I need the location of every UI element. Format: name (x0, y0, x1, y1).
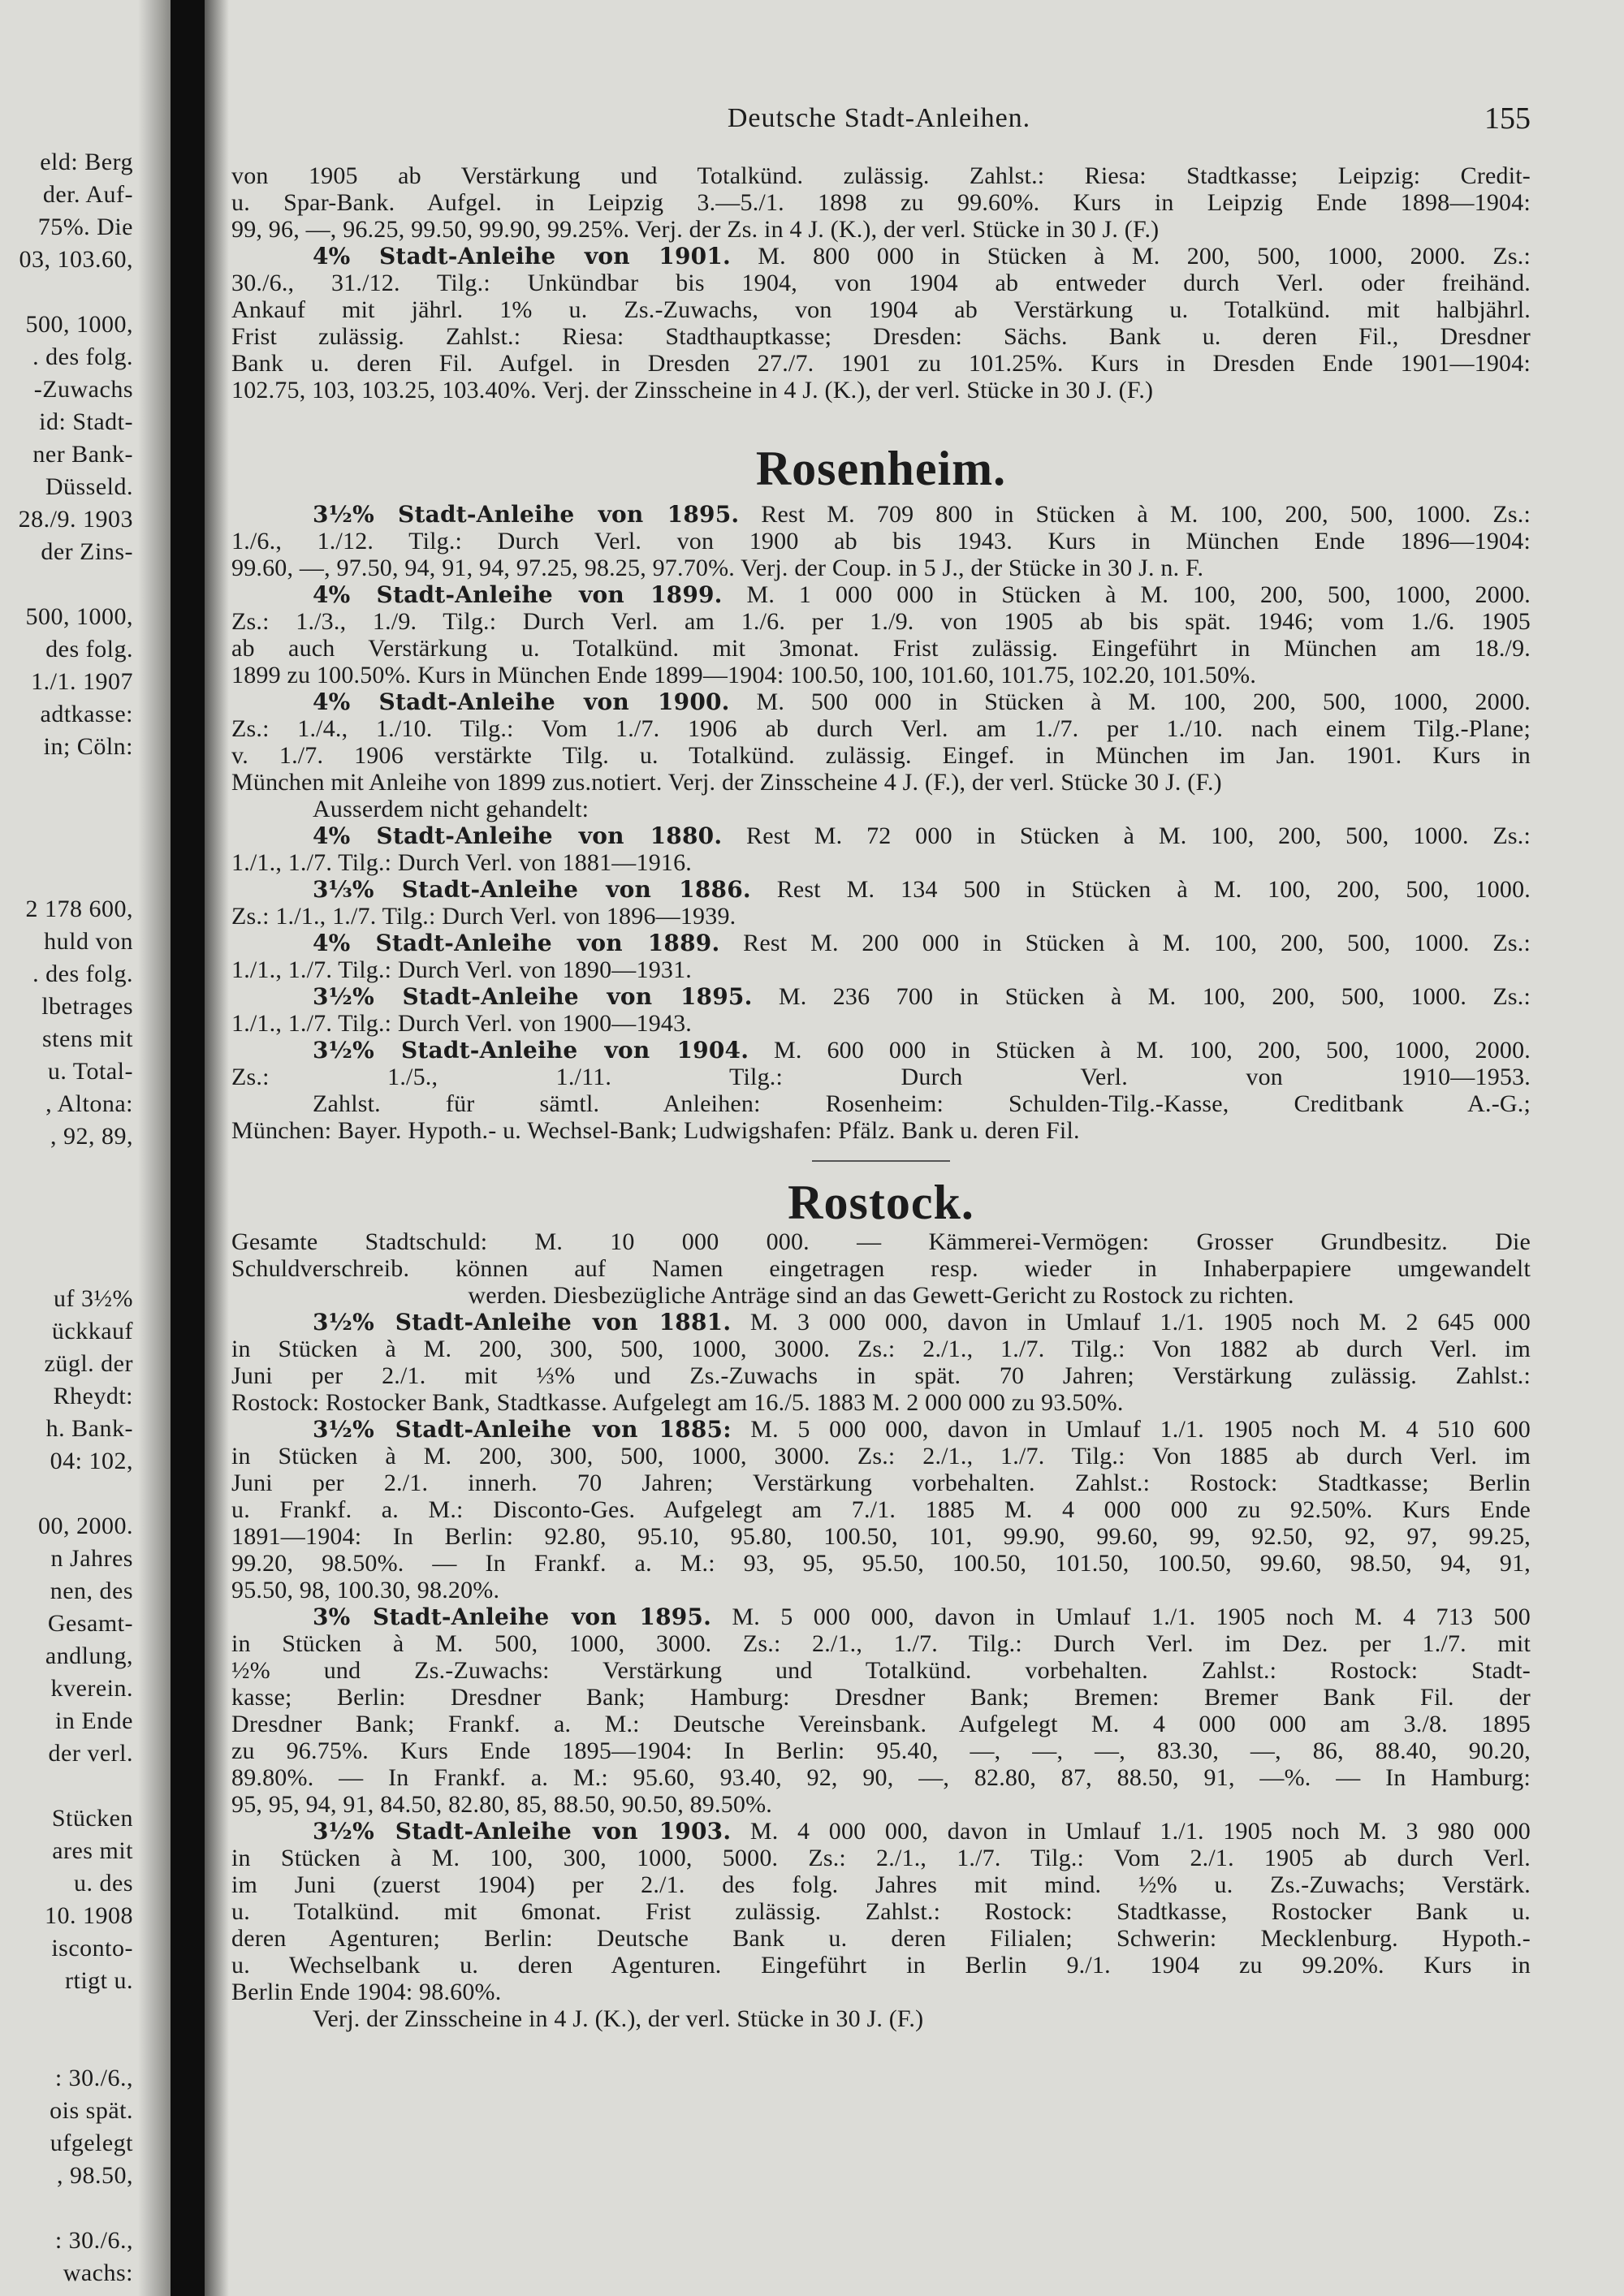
text-line: Schuldverschreib. können auf Namen eingetragen resp. wieder in Inhaberpapiere umgewandelt (231, 1255, 1531, 1282)
left-fragment-line: huld von (44, 928, 133, 955)
left-fragment-line: , 98.50, (57, 2162, 133, 2189)
left-fragment-line (0, 568, 138, 601)
left-fragment-line (0, 763, 138, 796)
text-line: in Stücken à M. 200, 300, 500, 1000, 3000. Zs.: 2./1., 1./7. Tilg.: Von 1885 ab durch Verl. im (231, 1443, 1531, 1470)
text-line: Zs.: 1./5., 1./11. Tilg.: Durch Verl. von 1910—1953. (231, 1064, 1531, 1090)
left-fragment-line: , Altona: (45, 1090, 133, 1117)
left-fragment-line: 75%. Die (37, 214, 133, 240)
left-fragment-line: , 92, 89, (50, 1123, 133, 1150)
left-fragment-line: u. des (74, 1870, 133, 1897)
text-line: v. 1./7. 1906 verstärkte Tilg. u. Totalkünd. zulässig. Eingef. in München im Jan. 1901. Kurs in (231, 742, 1531, 769)
left-fragment-line: wachs: (63, 2259, 133, 2286)
left-fragment-line (0, 1218, 138, 1250)
text-line: u. Spar-Bank. Aufgel. in Leipzig 3.—5./1. 1898 zu 99.60%. Kurs in Leipzig Ende 1898—1904: (231, 189, 1531, 216)
text-line: Gesamte Stadtschuld: M. 10 000 000. — Kämmerei-Vermögen: Grosser Grundbesitz. Die (231, 1228, 1531, 1255)
left-fragment-line: des folg. (45, 636, 133, 662)
bond-issue-heading: 3½% Stadt-Anleihe von 1904. (313, 1037, 749, 1064)
text-line: Zs.: 1./1., 1./7. Tilg.: Durch Verl. von 1896—1939. (231, 903, 736, 930)
text-line: Berlin Ende 1904: 98.60%. (231, 1979, 502, 2005)
left-fragment-line: 28./9. 1903 (18, 506, 133, 533)
left-fragment-line (0, 2030, 138, 2062)
text-line: kasse; Berlin: Dresdner Bank; Hamburg: Dresdner Bank; Bremen: Bremer Bank Fil. der (231, 1684, 1531, 1711)
page-number: 155 (1484, 101, 1531, 136)
left-fragment-line: h. Bank- (45, 1415, 133, 1442)
left-fragment-line: andlung, (45, 1642, 133, 1669)
text-line: 1./1., 1./7. Tilg.: Durch Verl. von 1900—1943. (231, 1010, 693, 1037)
text-line: 1./1., 1./7. Tilg.: Durch Verl. von 1890—1931. (231, 956, 693, 983)
text-line: 3½% Stadt-Anleihe von 1895. M. 236 700 in Stücken à M. 100, 200, 500, 1000. Zs.: (313, 983, 1531, 1010)
text-line: 102.75, 103, 103.25, 103.40%. Verj. der Zinsscheine in 4 J. (K.), der verl. Stücke in 30 J. (F.) (231, 377, 1154, 404)
left-fragment-line (0, 1250, 138, 1283)
left-fragment-line: 10. 1908 (45, 1902, 133, 1929)
text-line: 89.80%. — In Frankf. a. M.: 95.60, 93.40, 92, 90, —, 82.80, 87, 88.50, 91, —%. — In Hamburg: (231, 1764, 1531, 1791)
left-fragment-line: 500, 1000, (25, 311, 133, 338)
text-line: Zs.: 1./3., 1./9. Tilg.: Durch Verl. am 1./6. per 1./9. von 1905 ab bis spät. 1946; vom 1./6. 1905 (231, 608, 1531, 635)
left-fragment-line: 2 178 600, (25, 896, 133, 922)
gutter-shadow-right (205, 0, 229, 2296)
text-line: 95, 95, 94, 91, 84.50, 82.80, 85, 88.50, 90.50, 89.50%. (231, 1791, 772, 1818)
page-header (227, 96, 1531, 141)
bond-issue-heading: 4% Stadt-Anleihe von 1901. (313, 243, 731, 270)
text-line: 3⅓% Stadt-Anleihe von 1886. Rest M. 134 500 in Stücken à M. 100, 200, 500, 1000. (313, 876, 1531, 903)
text-line: 4% Stadt-Anleihe von 1889. Rest M. 200 000 in Stücken à M. 100, 200, 500, 1000. Zs.: (313, 930, 1531, 956)
bond-issue-heading: 3% Stadt-Anleihe von 1895. (313, 1603, 712, 1630)
left-fragment-line (0, 1770, 138, 1802)
left-fragment-line (0, 861, 138, 893)
left-fragment-line: ückkauf (51, 1318, 133, 1344)
running-head: Deutsche Stadt-Anleihen. (727, 103, 1031, 133)
left-fragment-line: in; Cöln: (43, 733, 133, 760)
left-fragment-line: . des folg. (32, 960, 133, 987)
left-fragment-line: ois spät. (50, 2097, 133, 2124)
text-line: 30./6., 31./12. Tilg.: Unkündbar bis 1904, von 1904 ab entweder durch Verl. oder freihänd. (231, 270, 1531, 296)
left-fragment-line: ner Bank- (32, 441, 133, 468)
text-line: 95.50, 98, 100.30, 98.20%. (231, 1577, 500, 1603)
left-fragment-line: in Ende (55, 1707, 133, 1734)
left-fragment-line: eld: Berg (40, 149, 133, 175)
text-line: Zahlst. für sämtl. Anleihen: Rosenheim: Schulden-Tilg.-Kasse, Creditbank A.-G.; (313, 1090, 1531, 1117)
bond-issue-heading: 4% Stadt-Anleihe von 1880. (313, 822, 723, 849)
text-line: 3½% Stadt-Anleihe von 1895. Rest M. 709 800 in Stücken à M. 100, 200, 500, 1000. Zs.: (313, 501, 1531, 528)
text-line: 3½% Stadt-Anleihe von 1881. M. 3 000 000, davon in Umlauf 1./1. 1905 noch M. 2 645 000 (313, 1309, 1531, 1336)
riesa-continuation (231, 162, 1531, 404)
left-fragment-line: der Zins- (41, 538, 133, 565)
text-line: Ausserdem nicht gehandelt: (313, 796, 590, 822)
book-gutter (171, 0, 205, 2296)
text-line: 1./6., 1./12. Tilg.: Durch Verl. von 1900 ab bis 1943. Kurs in München Ende 1896—1904: (231, 528, 1531, 555)
text-line: 1899 zu 100.50%. Kurs in München Ende 1899—1904: 100.50, 100, 101.60, 101.75, 102.20, 101.50%. (231, 662, 1257, 688)
section-title-rosenheim: Rosenheim. (755, 442, 1007, 495)
text-line: ½% und Zs.-Zuwachs: Verstärkung und Totalkünd. vorbehalten. Zahlst.: Rostock: Stadt- (231, 1657, 1531, 1684)
text-line: in Stücken à M. 100, 300, 1000, 5000. Zs.: 2./1., 1./7. Tilg.: Vom 2./1. 1905 ab durch Verl. (231, 1845, 1531, 1871)
bond-issue-heading: 4% Stadt-Anleihe von 1899. (313, 581, 723, 608)
text-line: 4% Stadt-Anleihe von 1901. M. 800 000 in Stücken à M. 200, 500, 1000, 2000. Zs.: (313, 243, 1531, 270)
bond-issue-heading: 3½% Stadt-Anleihe von 1885: (313, 1416, 732, 1443)
left-fragment-line: Rheydt: (53, 1383, 133, 1409)
text-line: Bank u. deren Fil. Aufgel. in Dresden 27./7. 1901 zu 101.25%. Kurs in Dresden Ende 1901—1904: (231, 350, 1531, 377)
left-fragment-line: der verl. (48, 1740, 133, 1767)
text-line: deren Agenturen; Berlin: Deutsche Bank u. deren Filialen; Schwerin: Mecklenburg. Hypoth.- (231, 1925, 1531, 1952)
text-line: im Juni (zuerst 1904) per 2./1. des folg. Jahres mit mind. ½% u. Zs.-Zuwachs; Verstärk. (231, 1871, 1531, 1898)
text-line: u. Wechselbank u. deren Agenturen. Eingeführt in Berlin 9./1. 1904 zu 99.20%. Kurs in (231, 1952, 1531, 1979)
bond-issue-heading: 3½% Stadt-Anleihe von 1903. (313, 1818, 732, 1845)
text-line: zu 96.75%. Kurs Ende 1895—1904: In Berlin: 95.40, —, —, —, 83.30, —, 86, 88.40, 90.20, (231, 1737, 1531, 1764)
left-fragment-line: id: Stadt- (39, 408, 133, 435)
left-fragment-line: uf 3½% (54, 1285, 133, 1312)
left-fragment-line: ares mit (52, 1837, 133, 1864)
bond-issue-heading: 3½% Stadt-Anleihe von 1895. (313, 501, 740, 528)
left-fragment-line: der. Auf- (42, 181, 133, 208)
text-line: in Stücken à M. 500, 1000, 3000. Zs.: 2./1., 1./7. Tilg.: Durch Verl. im Dez. per 1./7. mit (231, 1630, 1531, 1657)
left-fragment-line: : 30./6., (54, 2065, 133, 2091)
left-fragment-line: isconto- (51, 1935, 133, 1962)
left-fragment-line: : 30./6., (54, 2227, 133, 2254)
text-line: 99.20, 98.50%. — In Frankf. a. M.: 93, 95, 95.50, 100.50, 101.50, 100.50, 99.60, 98.50, 94, 91, (231, 1550, 1531, 1577)
left-fragment-line: zügl. der (44, 1350, 133, 1377)
text-line: 3½% Stadt-Anleihe von 1904. M. 600 000 in Stücken à M. 100, 200, 500, 1000, 2000. (313, 1037, 1531, 1064)
text-line: Ankauf mit jährl. 1% u. Zs.-Zuwachs, von 1904 ab Verstärkung u. Totalkünd. mit halbjährl. (231, 296, 1531, 323)
bond-issue-heading: 3½% Stadt-Anleihe von 1881. (313, 1309, 732, 1336)
left-fragment-line: Düsseld. (45, 473, 133, 500)
text-line: 99, 96, —, 96.25, 99.50, 99.90, 99.25%. Verj. der Zs. in 4 J. (K.), der verl. Stücke in 30 J. (F.) (231, 216, 1160, 243)
text-line: u. Totalkünd. mit 6monat. Frist zulässig. Zahlst.: Rostock: Stadtkasse, Rostocker Bank u. (231, 1898, 1531, 1925)
left-fragment-line: ufgelegt (50, 2130, 133, 2156)
left-fragment-line: . des folg. (32, 343, 133, 370)
left-fragment-line: 03, 103.60, (19, 246, 133, 273)
text-line: 99.60, —, 97.50, 94, 91, 94, 97.25, 98.25, 97.70%. Verj. der Coup. in 5 J., der Stücke in 30 J. n. F. (231, 555, 1204, 581)
text-line: Frist zulässig. Zahlst.: Riesa: Stadthauptkasse; Dresden: Sächs. Bank u. deren Fil., Dresdner (231, 323, 1531, 350)
left-fragment-line (0, 796, 138, 828)
left-fragment-line: Stücken (51, 1805, 133, 1832)
text-line: ab auch Verstärkung u. Totalkünd. mit 3monat. Frist zulässig. Eingeführt in München am 18./9. (231, 635, 1531, 662)
left-fragment-line (0, 276, 138, 309)
left-fragment-line: n Jahres (50, 1545, 133, 1572)
text-line: 4% Stadt-Anleihe von 1899. M. 1 000 000 in Stücken à M. 100, 200, 500, 1000, 2000. (313, 581, 1531, 608)
left-fragment-line: Gesamt- (47, 1610, 133, 1637)
left-fragment-line: -Zuwachs (33, 376, 133, 403)
left-fragment-line: adtkasse: (40, 701, 133, 727)
rostock-entries (231, 1228, 1531, 2032)
bond-issue-heading: 4% Stadt-Anleihe von 1900. (313, 688, 730, 715)
text-line: 4% Stadt-Anleihe von 1900. M. 500 000 in Stücken à M. 100, 200, 500, 1000, 2000. (313, 688, 1531, 715)
left-fragment-line (0, 2192, 138, 2225)
left-page-fragment (0, 146, 138, 2286)
left-fragment-line: u. Total- (47, 1058, 133, 1085)
left-fragment-line: stens mit (41, 1025, 133, 1052)
left-fragment-line (0, 828, 138, 861)
bond-issue-heading: 3½% Stadt-Anleihe von 1895. (313, 983, 753, 1010)
text-line: 3½% Stadt-Anleihe von 1903. M. 4 000 000, davon in Umlauf 1./1. 1905 noch M. 3 980 000 (313, 1818, 1531, 1845)
text-line: Zs.: 1./4., 1./10. Tilg.: Vom 1./7. 1906 ab durch Verl. am 1./7. per 1./10. nach einem Tilg.-Plane; (231, 715, 1531, 742)
text-line: 4% Stadt-Anleihe von 1880. Rest M. 72 000 in Stücken à M. 100, 200, 500, 1000. Zs.: (313, 822, 1531, 849)
text-line: 1./1., 1./7. Tilg.: Durch Verl. von 1881—1916. (231, 849, 693, 876)
left-fragment-line: 04: 102, (50, 1448, 133, 1474)
left-fragment-line: nen, des (50, 1577, 133, 1604)
bond-issue-heading: 3⅓% Stadt-Anleihe von 1886. (313, 876, 751, 903)
text-line: 1891—1904: In Berlin: 92.80, 95.10, 95.80, 100.50, 101, 99.90, 99.60, 99, 92.50, 92, 97, 99.25, (231, 1523, 1531, 1550)
left-fragment-line: lbetrages (41, 993, 133, 1020)
left-fragment-line (0, 1185, 138, 1218)
section-divider (812, 1160, 950, 1162)
left-fragment-line: 500, 1000, (25, 603, 133, 630)
left-fragment-line: kverein. (50, 1675, 133, 1702)
left-fragment-line (0, 1997, 138, 2030)
left-fragment-line: 1./1. 1907 (31, 668, 133, 695)
bond-issue-heading: 4% Stadt-Anleihe von 1889. (313, 930, 720, 956)
left-fragment-line: rtigt u. (65, 1967, 133, 1994)
section-title-rostock: Rostock. (788, 1176, 974, 1229)
left-fragment-line: 00, 2000. (38, 1513, 133, 1539)
text-line: 3½% Stadt-Anleihe von 1885: M. 5 000 000, davon in Umlauf 1./1. 1905 noch M. 4 510 600 (313, 1416, 1531, 1443)
text-line: werden. Diesbezügliche Anträge sind an das Gewett-Gericht zu Rostock zu richten. (468, 1282, 1294, 1309)
text-line: Juni per 2./1. innerh. 70 Jahren; Verstärkung vorbehalten. Zahlst.: Rostock: Stadtkasse; Berlin (231, 1470, 1531, 1496)
left-fragment-line (0, 1153, 138, 1185)
text-line: Rostock: Rostocker Bank, Stadtkasse. Aufgelegt am 16./5. 1883 M. 2 000 000 zu 93.50%. (231, 1389, 1124, 1416)
text-line: in Stücken à M. 200, 300, 500, 1000, 3000. Zs.: 2./1., 1./7. Tilg.: Von 1882 ab durch Verl. im (231, 1336, 1531, 1362)
left-fragment-line (0, 1478, 138, 1510)
text-line: Juni per 2./1. mit ⅓% und Zs.-Zuwachs in spät. 70 Jahren; Verstärkung zulässig. Zahlst.: (231, 1362, 1531, 1389)
text-line: Dresdner Bank; Frankf. a. M.: Deutsche Vereinsbank. Aufgelegt M. 4 000 000 am 3./8. 1895 (231, 1711, 1531, 1737)
text-line: Verj. der Zinsscheine in 4 J. (K.), der verl. Stücke in 30 J. (F.) (313, 2005, 924, 2032)
text-line: 3% Stadt-Anleihe von 1895. M. 5 000 000, davon in Umlauf 1./1. 1905 noch M. 4 713 500 (313, 1603, 1531, 1630)
text-line: u. Frankf. a. M.: Disconto-Ges. Aufgelegt am 7./1. 1885 M. 4 000 000 zu 92.50%. Kurs Ende (231, 1496, 1531, 1523)
text-line: München: Bayer. Hypoth.- u. Wechsel-Bank; Ludwigshafen: Pfälz. Bank u. deren Fil. (231, 1117, 1080, 1144)
text-line: München mit Anleihe von 1899 zus.notiert. Verj. der Zinsscheine 4 J. (F.), der verl. Stücke 30 J. (F.) (231, 769, 1222, 796)
gutter-shadow-left (138, 0, 171, 2296)
text-line: von 1905 ab Verstärkung und Totalkünd. zulässig. Zahlst.: Riesa: Stadtkasse; Leipzig: Credit- (231, 162, 1531, 189)
main-column (231, 162, 1531, 2032)
rosenheim-entries (231, 501, 1531, 1144)
